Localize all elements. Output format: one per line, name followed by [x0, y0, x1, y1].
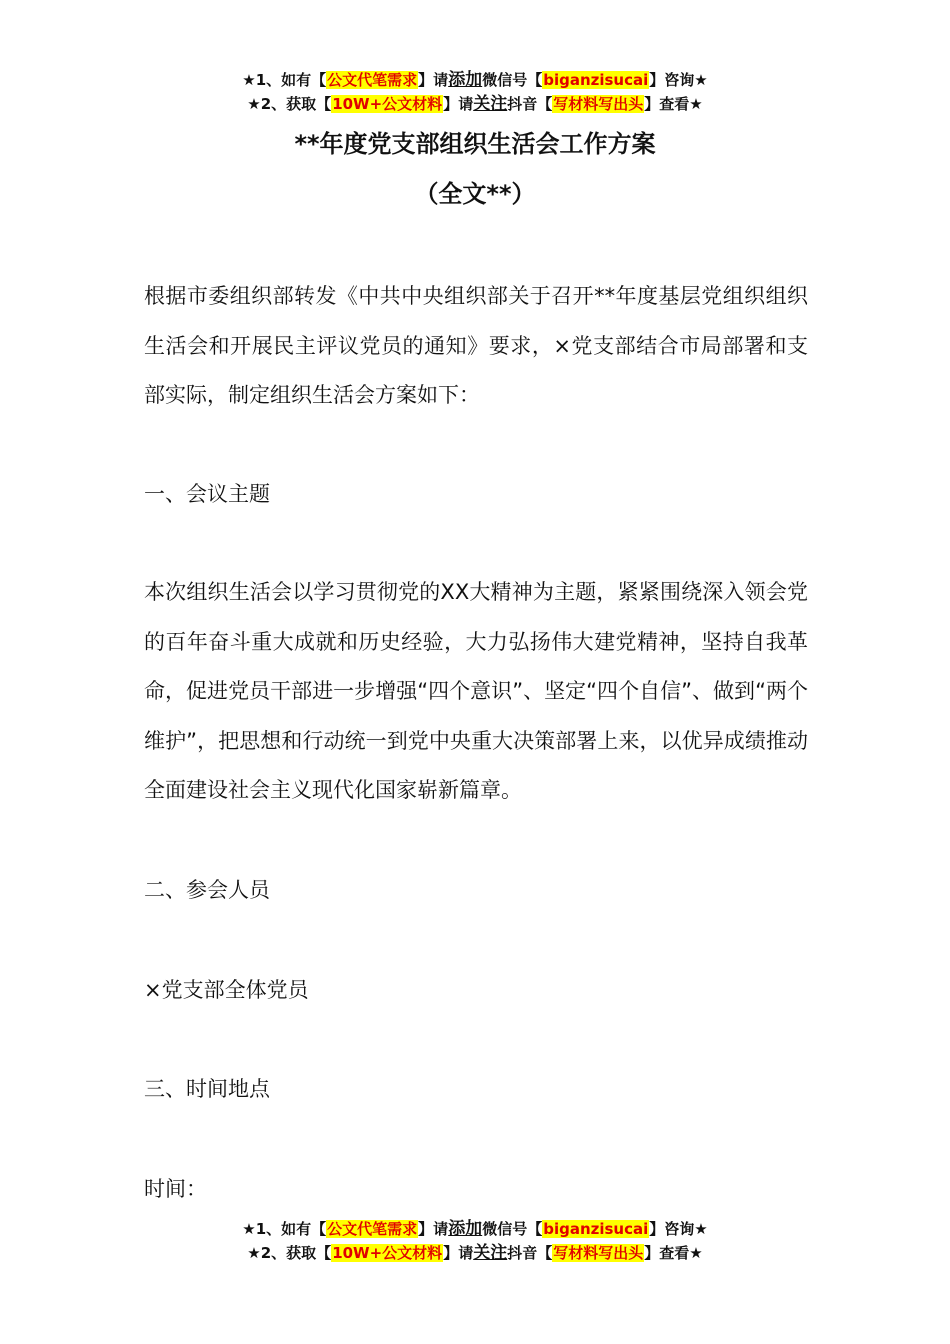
banner-line-2-prefix: ★2、获取【: [247, 95, 332, 113]
footer-banner-line-1-highlight-1: 公文代笔需求: [327, 1220, 418, 1238]
footer-banner-line-2: [0, 1241, 950, 1265]
banner-line-1: [0, 68, 950, 92]
banner-line-2-highlight-2: 写材料写出头: [553, 95, 644, 113]
footer-banner-line-1-highlight-2: biganzisucai: [543, 1220, 649, 1238]
intro-paragraph: 根据市委组织部转发《中共中央组织部关于召开**年度基层党组织组织生活会和开展民主评议党员的通知》要求，×党支部结合市局部署和支部实际，制定组织生活会方案如下：: [144, 284, 808, 407]
footer-banner-line-2-highlight-2: 写材料写出头: [553, 1244, 644, 1262]
header-banner: [0, 68, 950, 116]
banner-line-2-mid-1: 】请: [443, 95, 474, 113]
banner-line-1-highlight-2: biganzisucai: [543, 71, 649, 89]
footer-banner-line-2-highlight-1: 10W+公文材料: [332, 1244, 443, 1262]
document-subtitle: （全文**）: [414, 180, 536, 208]
document-title: **年度党支部组织生活会工作方案: [294, 130, 656, 158]
footer-banner-line-2-mid-1: 】请: [443, 1244, 474, 1262]
footer-banner-line-2-suffix: 】查看★: [644, 1244, 703, 1262]
banner-line-2: [0, 92, 950, 116]
footer-banner-line-1-suffix: 】咨询★: [649, 1220, 708, 1238]
footer-banner-line-1-prefix: ★1、如有【: [242, 1220, 327, 1238]
banner-line-1-prefix: ★1、如有【: [242, 71, 327, 89]
footer-banner-line-2-prefix: ★2、获取【: [247, 1244, 332, 1262]
footer-banner-line-1-mid-1: 】请: [418, 1220, 449, 1238]
section-3-heading: 三、时间地点: [144, 1077, 270, 1101]
footer-banner-line-2-underline: 关注: [473, 1243, 508, 1263]
footer-banner-line-2-mid-2: 抖音【: [507, 1244, 553, 1262]
section-2-body: ×党支部全体党员: [144, 978, 309, 1002]
section-3-time-label: 时间：: [144, 1177, 207, 1201]
banner-line-2-mid-2: 抖音【: [507, 95, 553, 113]
section-2-heading: 二、参会人员: [144, 878, 270, 902]
footer-banner-line-1: [0, 1217, 950, 1241]
banner-line-1-mid-2: 微信号【: [482, 71, 543, 89]
section-1-heading: 一、会议主题: [144, 482, 270, 506]
banner-line-2-highlight-1: 10W+公文材料: [332, 95, 443, 113]
section-1-body: 本次组织生活会以学习贯彻党的XX大精神为主题，紧紧围绕深入领会党的百年奋斗重大成就和历史经验，大力弘扬伟大建党精神，坚持自我革命，促进党员干部进一步增强“四个意识”、坚定“四个自信”、做到“两个维护”，把思想和行动统一到党中央重大决策部署上来，以优异成绩推动全面建设社会主义现代化国家崭新篇章。: [144, 580, 808, 802]
banner-line-2-suffix: 】查看★: [644, 95, 703, 113]
footer-banner-line-1-underline: 添加: [448, 1219, 483, 1239]
banner-line-1-underline: 添加: [448, 70, 483, 90]
footer-banner-line-1-mid-2: 微信号【: [482, 1220, 543, 1238]
banner-line-1-mid-1: 】请: [418, 71, 449, 89]
footer-banner: [0, 1217, 950, 1265]
banner-line-1-suffix: 】咨询★: [649, 71, 708, 89]
banner-line-2-underline: 关注: [473, 94, 508, 114]
banner-line-1-highlight-1: 公文代笔需求: [327, 71, 418, 89]
